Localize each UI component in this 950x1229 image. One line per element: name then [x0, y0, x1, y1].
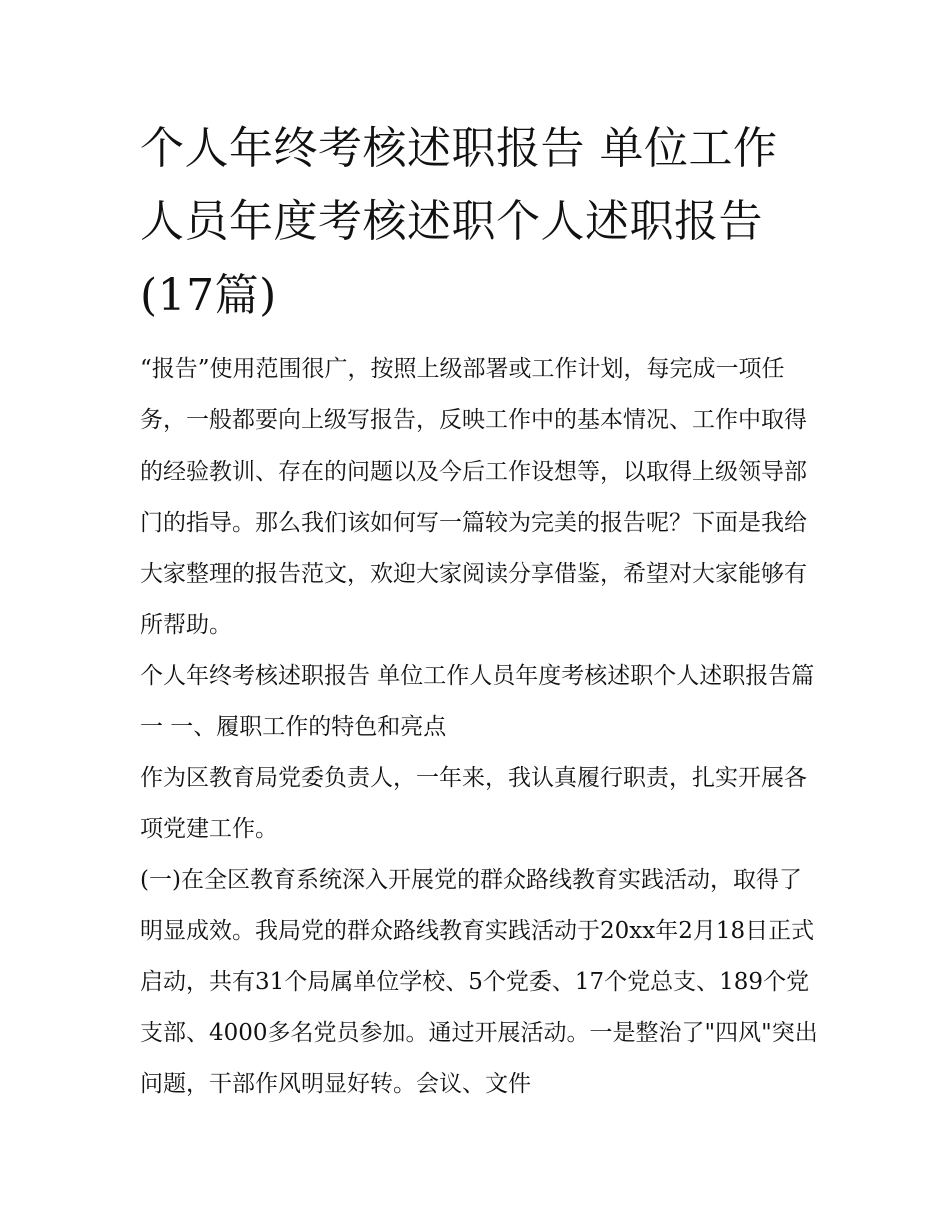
body-paragraph: (一)在全区教育系统深入开展党的群众路线教育实践活动，取得了明显成效。我局党的群众路线教育实践活动于20xx年2月18日正式启动，共有31个局属单位学校、5个党委、17个党总支、189个党支部、4000多名党员参加。通过开展活动。一是整治了"四风"突出问题，干部作风明显好转。会议、文件: [140, 866, 818, 1098]
document-title: 个人年终考核述职报告 单位工作人员年度考核述职个人述职报告(17篇): [140, 123, 778, 321]
intro-paragraph: “报告”使用范围很广，按照上级部署或工作计划，每完成一项任务，一般都要向上级写报告，反映工作中的基本情况、工作中取得的经验教训、存在的问题以及今后工作设想等，以取得上级领导部门的指导。那么我们该如何写一篇较为完美的报告呢？下面是我给大家整理的报告范文，欢迎大家阅读分享借鉴，希望对大家能够有所帮助。: [140, 356, 807, 638]
section-heading: 个人年终考核述职报告 单位工作人员年度考核述职个人述职报告篇一 一、履职工作的特色和亮点: [140, 662, 815, 740]
document-page: [140, 112, 820, 1110]
body-paragraph: 作为区教育局党委负责人，一年来，我认真履行职责，扎实开展各项党建工作。: [140, 764, 807, 842]
